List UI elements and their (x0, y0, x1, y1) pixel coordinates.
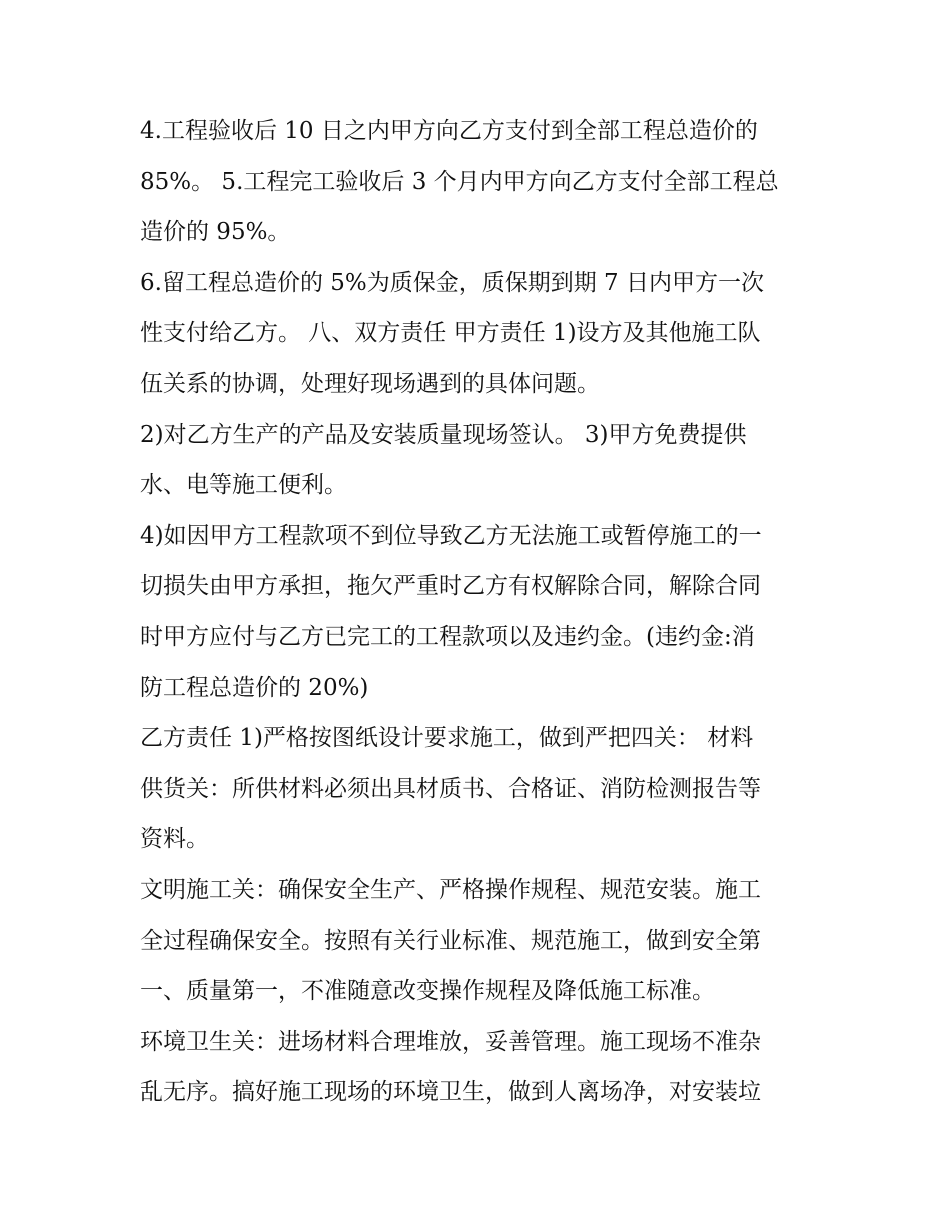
text-line: 2)对乙方生产的产品及安装质量现场签认。 3)甲方免费提供 (140, 421, 747, 448)
text-line: 伍关系的协调，处理好现场遇到的具体问题。 (140, 370, 600, 397)
text-line: 造价的 95%。 (140, 219, 291, 246)
text-line: 6.留工程总造价的 5%为质保金，质保期到期 7 日内甲方一次 (140, 269, 764, 296)
text-line: 85%。 5.工程完工验收后 3 个月内甲方向乙方支付全部工程总 (140, 168, 779, 195)
text-line: 水、电等施工便利。 (140, 472, 347, 499)
text-line: 乙方责任 1)严格按图纸设计要求施工，做到严把四关： 材料 (140, 725, 754, 752)
text-line: 4.工程验收后 10 日之内甲方向乙方支付到全部工程总造价的 (140, 118, 758, 144)
text-line: 时甲方应付与乙方已完工的工程款项以及违约金。(违约金:消 (140, 623, 755, 650)
text-line: 文明施工关：确保安全生产、严格操作规程、规范安装。施工 (140, 876, 761, 903)
text-line: 环境卫生关：进场材料合理堆放，妥善管理。施工现场不准杂 (140, 1028, 761, 1055)
text-line: 切损失由甲方承担，拖欠严重时乙方有权解除合同，解除合同 (140, 573, 761, 600)
text-line: 性支付给乙方。 八、双方责任 甲方责任 1)设方及其他施工队 (140, 320, 761, 347)
text-line: 4)如因甲方工程款项不到位导致乙方无法施工或暂停施工的一 (140, 522, 762, 549)
text-line: 全过程确保安全。按照有关行业标准、规范施工，做到安全第 (140, 927, 761, 954)
text-line: 一、质量第一，不准随意改变操作规程及降低施工标准。 (140, 978, 715, 1005)
text-line: 防工程总造价的 20%) (140, 674, 369, 701)
document-body (140, 106, 820, 1118)
text-line: 供货关：所供材料必须出具材质书、合格证、消防检测报告等 (140, 775, 761, 802)
text-line: 资料。 (140, 826, 209, 853)
text-line: 乱无序。搞好施工现场的环境卫生，做到人离场净，对安装垃 (140, 1079, 761, 1106)
